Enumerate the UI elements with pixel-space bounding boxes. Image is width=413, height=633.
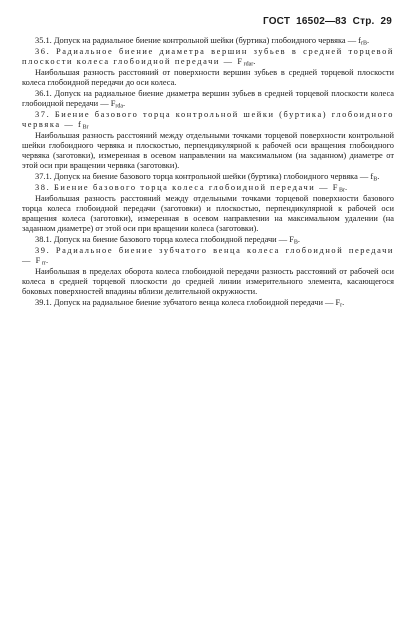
symbol-subscript: rda bbox=[115, 103, 124, 110]
paragraph-text: Наибольшая в пределах оборота колеса глобоидной передачи разность расстояний от рабочей оси колеса в средней торцевой плоскости до средней линии измерительного элемента, касающегося боковых поверхностей впадины вблизи делительной окружности. bbox=[22, 267, 394, 296]
paragraph-37-term bbox=[22, 110, 394, 130]
paragraph-39-term bbox=[22, 246, 394, 266]
symbol-subscript: B bbox=[293, 239, 298, 246]
paragraph-text: 39.1. Допуск на радиальное биение зубчатого венца колеса глобоидной передачи — F bbox=[35, 297, 341, 307]
paragraph-36-1 bbox=[22, 89, 394, 109]
paragraph-35-1 bbox=[22, 36, 394, 46]
paragraph-36-term bbox=[22, 47, 394, 67]
paragraph-text: 39. Радиальное биение зубчатого венца колеса глобоидной передачи — F bbox=[22, 246, 394, 265]
symbol-subscript: rdar bbox=[243, 61, 254, 68]
paragraph-text: Наибольшая разность расстояний между отдельными точками торцевой поверхности контрольной шейки глобоидного червяка и плоскостью, перпендикулярной к рабочей оси вращения глобоидного червяка (заготовки), измеренная в осевом направлении на максимальном (на заданном) диаметре от этой оси при вращении червяка (заготовки). bbox=[22, 131, 394, 170]
paragraph-text: Наибольшая разность расстояний между отдельными точками торцевой поверхности базового торца колеса глобоидной передачи (заготовки) и плоскостью, перпендикулярной к рабочей оси вращения колеса (заготовки), измеренная в осевом направлении на максимальном удалении (на заданном диаметре) от этой оси при вращении колеса (заготовки). bbox=[22, 194, 394, 233]
paragraph-text: 36.1. Допуск на радиальное биение диаметра вершин зубьев в средней торцевой плоскости колеса глобоидной передачи — F bbox=[22, 89, 394, 108]
paragraph-38-term bbox=[22, 183, 394, 193]
paragraph-end: . bbox=[342, 297, 345, 307]
paragraph-end: . bbox=[297, 234, 300, 244]
paragraph-text: 37.1. Допуск на биение базового торца контрольной шейки (буртика) глобоидного червяка — f bbox=[35, 171, 374, 181]
paragraph-end: . bbox=[366, 36, 370, 45]
symbol-subscript: rB bbox=[360, 40, 367, 47]
page-header bbox=[260, 16, 392, 27]
paragraph-38-definition bbox=[22, 194, 394, 234]
paragraph-text: Наибольшая разность расстояний от поверхности вершин зубьев в средней торцевой плоскости колеса глобоидной передачи до оси колеса. bbox=[22, 68, 394, 87]
symbol-subscript: B bbox=[373, 176, 378, 183]
paragraph-39-definition bbox=[22, 267, 394, 297]
symbol-subscript: Br bbox=[339, 187, 345, 194]
paragraph-end: . bbox=[345, 183, 348, 192]
paragraph-text: 38.1. Допуск на биение базового торца колеса глобоидной передачи — F bbox=[35, 234, 294, 244]
standard-number: 16502—83 bbox=[296, 16, 347, 27]
paragraph-end: . bbox=[253, 57, 256, 66]
paragraph-text: 35.1. Допуск на радиальное биение контрольной шейки (буртика) глобоидного червяка — f bbox=[35, 36, 361, 45]
paragraph-text: 37. Биение базового торца контрольной шейки (буртика) глобоидного червяка — f bbox=[22, 110, 394, 129]
paragraph-37-definition bbox=[22, 131, 394, 171]
paragraph-text: 36. Радиальное биение диаметра вершин зубьев в средней торцевой плоскости колеса глобоидной передачи — F bbox=[22, 47, 394, 66]
paragraph-37-1 bbox=[22, 172, 394, 182]
symbol-subscript: Br bbox=[82, 124, 89, 131]
page-label: Стр. bbox=[352, 16, 375, 27]
paragraph-end: . bbox=[123, 99, 126, 108]
paragraph-text: 38. Биение базового торца колеса глобоидной передачи — F bbox=[35, 183, 339, 192]
paragraph-end: . bbox=[377, 171, 380, 181]
paragraph-39-1 bbox=[22, 298, 394, 308]
symbol-subscript: r bbox=[340, 302, 343, 309]
document-body bbox=[22, 36, 394, 309]
page-number: 29 bbox=[380, 16, 392, 27]
paragraph-36-definition bbox=[22, 68, 394, 88]
paragraph-38-1 bbox=[22, 235, 394, 245]
symbol-subscript: rr bbox=[41, 260, 46, 267]
paragraph-end: . bbox=[45, 255, 49, 265]
standard-label: ГОСТ bbox=[262, 16, 291, 27]
